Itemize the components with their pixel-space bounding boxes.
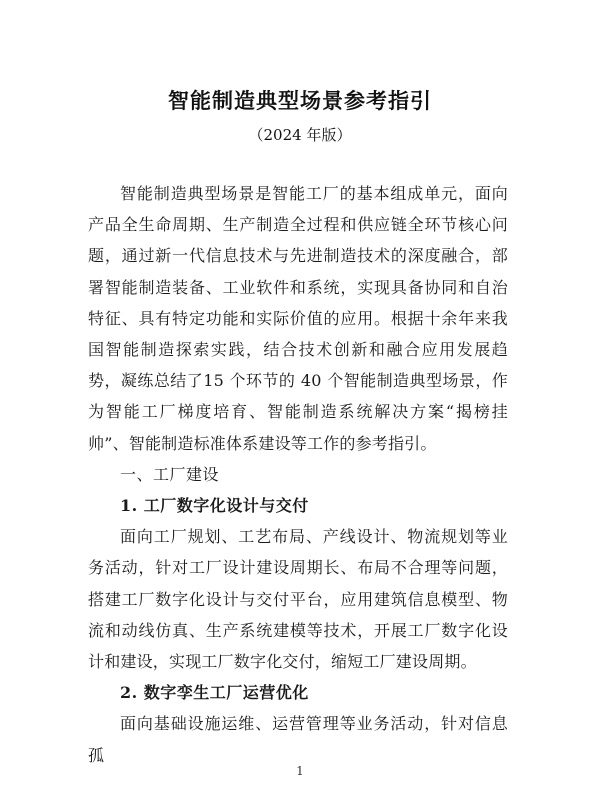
subsection-heading-digital-design: 1. 工厂数字化设计与交付: [120, 496, 309, 516]
subsection-paragraph-digital-twin: 面向基础设施运维、运营管理等业务活动，针对信息孤: [88, 714, 508, 765]
subsection-paragraph-digital-design: 面向工厂规划、工艺布局、产线设计、物流规划等业务活动，针对工厂设计建设周期长、布局不合理等问题，搭建工厂数字化设计与交付平台，应用建筑信息模型、物流和动线仿真、生产系统建模等技术，开展工厂数字化设计和建设，实现工厂数字化交付，缩短工厂建设周期。: [88, 527, 508, 672]
document-subtitle: （2024 年版）: [248, 126, 352, 144]
document-title: 智能制造典型场景参考指引: [168, 88, 432, 113]
intro-paragraph: 智能制造典型场景是智能工厂的基本组成单元，面向产品全生命周期、生产制造全过程和供应链全环节核心问题，通过新一代信息技术与先进制造技术的深度融合，部署智能制造装备、工业软件和系统，实现具备协同和自治特征、具有特定功能和实际价值的应用。根据十余年来我国智能制造探索实践，结合技术创新和融合应用发展趋势，凝练总结了15 个环节的 40 个智能制造典型场景，作为智能工厂梯度培育、智能制造系统解决方案“揭榜挂帅”、智能制造标准体系建设等工作的参考指引。: [88, 184, 508, 453]
page-number: 1: [296, 764, 304, 778]
document-body: [88, 178, 508, 771]
section-heading-factory-construction: 一、工厂建设: [120, 464, 220, 484]
subsection-heading-digital-twin: 2. 数字孪生工厂运营优化: [120, 683, 309, 703]
